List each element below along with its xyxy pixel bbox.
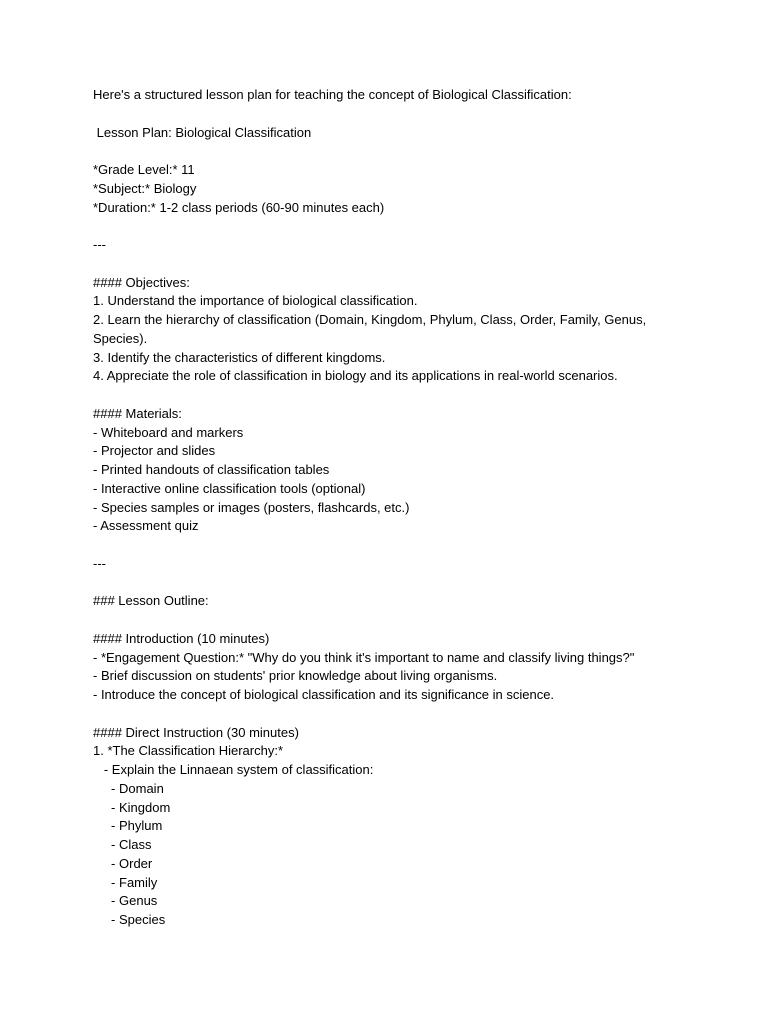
hierarchy-level: - Class: [93, 837, 152, 852]
subject: *Subject:* Biology: [93, 180, 197, 196]
duration: *Duration:* 1-2 class periods (60-90 minutes each): [93, 199, 385, 215]
blank-line: [93, 217, 693, 236]
objective-item-continuation: Species).: [93, 330, 148, 346]
objectives-heading: #### Objectives:: [93, 274, 190, 290]
blank-line: [93, 705, 693, 724]
separator: ---: [93, 555, 106, 571]
objective-item: 2. Learn the hierarchy of classification (Domain, Kingdom, Phylum, Class, Order, Family, Genus,: [93, 312, 647, 327]
document-body: [93, 86, 693, 930]
blank-line: [93, 611, 693, 630]
grade-level: *Grade Level:* 11: [93, 162, 195, 177]
hierarchy-level: - Order: [93, 855, 153, 871]
material-item: - Printed handouts of classification tables: [93, 462, 330, 477]
objective-item: 4. Appreciate the role of classification in biology and its applications in real-world scenarios.: [93, 368, 618, 384]
hierarchy-level: - Kingdom: [93, 799, 171, 815]
blank-line: [93, 255, 693, 274]
lesson-plan-title: Lesson Plan: Biological Classification: [93, 124, 312, 140]
introduction-item: - Brief discussion on students' prior knowledge about living organisms.: [93, 668, 498, 684]
intro-line: Here's a structured lesson plan for teaching the concept of Biological Classification:: [93, 87, 572, 102]
material-item: - Species samples or images (posters, flashcards, etc.): [93, 499, 410, 515]
instruction-subitem: - Explain the Linnaean system of classification:: [93, 762, 374, 777]
hierarchy-level: - Family: [93, 874, 158, 890]
separator: ---: [93, 237, 106, 252]
material-item: - Interactive online classification tools (optional): [93, 480, 366, 496]
blank-line: [93, 105, 693, 124]
material-item: - Assessment quiz: [93, 518, 199, 534]
objective-item: 1. Understand the importance of biological classification.: [93, 293, 418, 309]
material-item: - Whiteboard and markers: [93, 424, 244, 440]
instruction-item: 1. *The Classification Hierarchy:*: [93, 743, 284, 759]
introduction-heading: #### Introduction (10 minutes): [93, 630, 270, 646]
blank-line: [93, 142, 693, 161]
introduction-item: - *Engagement Question:* "Why do you think it's important to name and classify living things?": [93, 649, 635, 665]
blank-line: [93, 574, 693, 593]
lesson-outline-heading: ### Lesson Outline:: [93, 593, 209, 609]
materials-heading: #### Materials:: [93, 405, 182, 421]
direct-instruction-heading: #### Direct Instruction (30 minutes): [93, 724, 299, 740]
hierarchy-level: - Domain: [93, 780, 164, 796]
blank-line: [93, 386, 693, 405]
objective-item: 3. Identify the characteristics of different kingdoms.: [93, 349, 386, 365]
hierarchy-level: - Species: [93, 912, 166, 927]
blank-line: [93, 536, 693, 555]
introduction-item: - Introduce the concept of biological classification and its significance in science.: [93, 687, 555, 702]
hierarchy-level: - Genus: [93, 893, 158, 909]
hierarchy-level: - Phylum: [93, 818, 163, 834]
material-item: - Projector and slides: [93, 443, 216, 459]
